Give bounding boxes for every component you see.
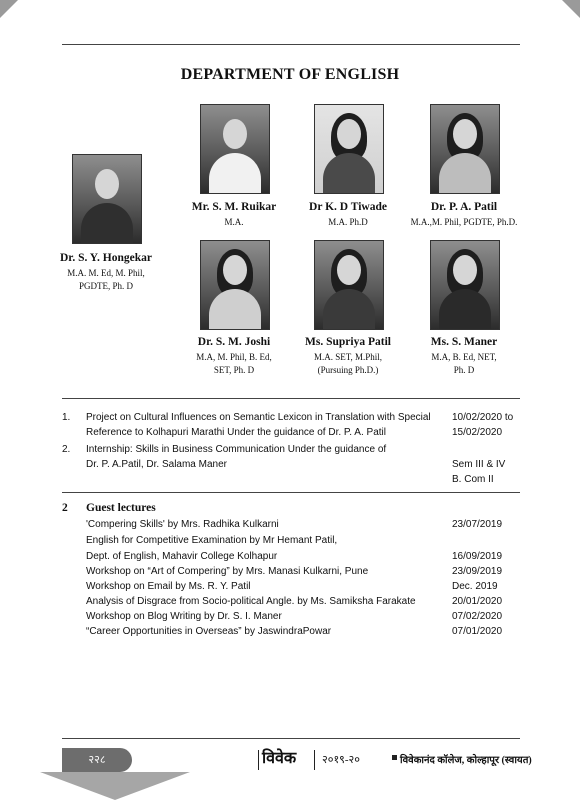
magazine-year: २०१९-२० — [322, 754, 360, 766]
footer-divider — [258, 750, 259, 770]
project-description: Project on Cultural Influences on Semantic Lexicon in Translation with Special Reference to Kolhapuri Marathi Under the guidance of Dr. P. A. Patil — [86, 412, 431, 438]
guest-lectures-heading: 2 Guest lectures — [62, 502, 156, 514]
faculty-qualification: M.A. M. Ed, M. Phil, PGDTE, Ph. D — [67, 268, 145, 291]
lecture-date: 23/07/2019 — [452, 519, 503, 530]
faculty-photo-ruikar — [200, 104, 270, 194]
lecture-item: “Career Opportunities in Overseas” by JaswindraPowar — [86, 626, 332, 637]
faculty-qualification: M.A, B. Ed, NET, Ph. D — [431, 352, 497, 375]
faculty-photo-spatil — [314, 240, 384, 330]
page-number: २२८ — [62, 748, 132, 772]
faculty-name: Dr K. D Tiwade — [309, 201, 387, 213]
lecture-date: 07/01/2020 — [452, 626, 503, 637]
lecture-date: 07/02/2020 — [452, 611, 503, 622]
page-title: DEPARTMENT OF ENGLISH — [180, 66, 400, 83]
footer-rule — [62, 738, 520, 739]
faculty-qualification: M.A.,M. Phil, PGDTE, Ph.D. — [410, 217, 518, 227]
faculty-photo-hongekar — [72, 154, 142, 244]
faculty-photo-ppatil — [430, 104, 500, 194]
corner-decoration-right — [562, 0, 580, 18]
lecture-date: Dec. 2019 — [452, 581, 498, 592]
footer-triangle-decoration — [40, 772, 190, 800]
project-description: Internship: Skills in Business Communication Under the guidance of Dr. P. A.Patil, Dr. Salama Maner — [86, 444, 387, 470]
top-rule — [62, 44, 520, 45]
project-dates: 10/02/2020 to 15/02/2020 — [452, 412, 514, 438]
footer-divider — [314, 750, 315, 770]
lecture-date: 23/09/2019 — [452, 566, 503, 577]
faculty-name: Dr. S. Y. Hongekar — [59, 252, 153, 264]
lecture-item: Analysis of Disgrace from Socio-political Angle. by Ms. Samiksha Farakate — [86, 596, 416, 607]
faculty-qualification: M.A. Ph.D — [328, 217, 368, 227]
faculty-name: Dr. S. M. Joshi — [197, 336, 271, 348]
faculty-qualification: M.A. — [224, 217, 244, 227]
faculty-photo-joshi — [200, 240, 270, 330]
faculty-qualification: M.A. SET, M.Phil, (Pursuing Ph.D.) — [313, 352, 383, 375]
faculty-name: Mr. S. M. Ruikar — [191, 201, 277, 213]
faculty-qualification: M.A, M. Phil, B. Ed, SET, Ph. D — [196, 352, 272, 375]
faculty-photo-tiwade — [314, 104, 384, 194]
project-number: 1. — [62, 412, 71, 423]
section-rule — [62, 398, 520, 399]
magazine-title: विवेक — [262, 750, 297, 767]
square-bullet-icon — [392, 755, 397, 760]
section-rule — [62, 492, 520, 493]
lecture-item: Workshop on “Art of Compering” by Mrs. Manasi Kulkarni, Pune — [86, 566, 369, 577]
lecture-date: 16/09/2019 — [452, 551, 503, 562]
project-dates: Sem III & IV B. Com II — [452, 459, 506, 485]
corner-decoration-left — [0, 0, 18, 18]
faculty-photo-maner — [430, 240, 500, 330]
project-number: 2. — [62, 444, 71, 455]
faculty-name: Ms. S. Maner — [430, 336, 498, 348]
lecture-item: Workshop on Blog Writing by Dr. S. I. Maner — [86, 611, 282, 622]
faculty-name: Dr. P. A. Patil — [430, 201, 498, 213]
faculty-name: Ms. Supriya Patil — [305, 336, 391, 348]
lecture-item: 'Compering Skills' by Mrs. Radhika Kulkarni — [86, 519, 279, 530]
lecture-item: Workshop on Email by Ms. R. Y. Patil — [86, 581, 251, 592]
lecture-item: Dept. of English, Mahavir College Kolhapur — [86, 551, 278, 562]
college-name: विवेकानंद कॉलेज, कोल्हापूर (स्वायत) — [400, 755, 532, 766]
lecture-date: 20/01/2020 — [452, 596, 503, 607]
lecture-item: English for Competitive Examination by Mr Hemant Patil, — [86, 535, 338, 546]
